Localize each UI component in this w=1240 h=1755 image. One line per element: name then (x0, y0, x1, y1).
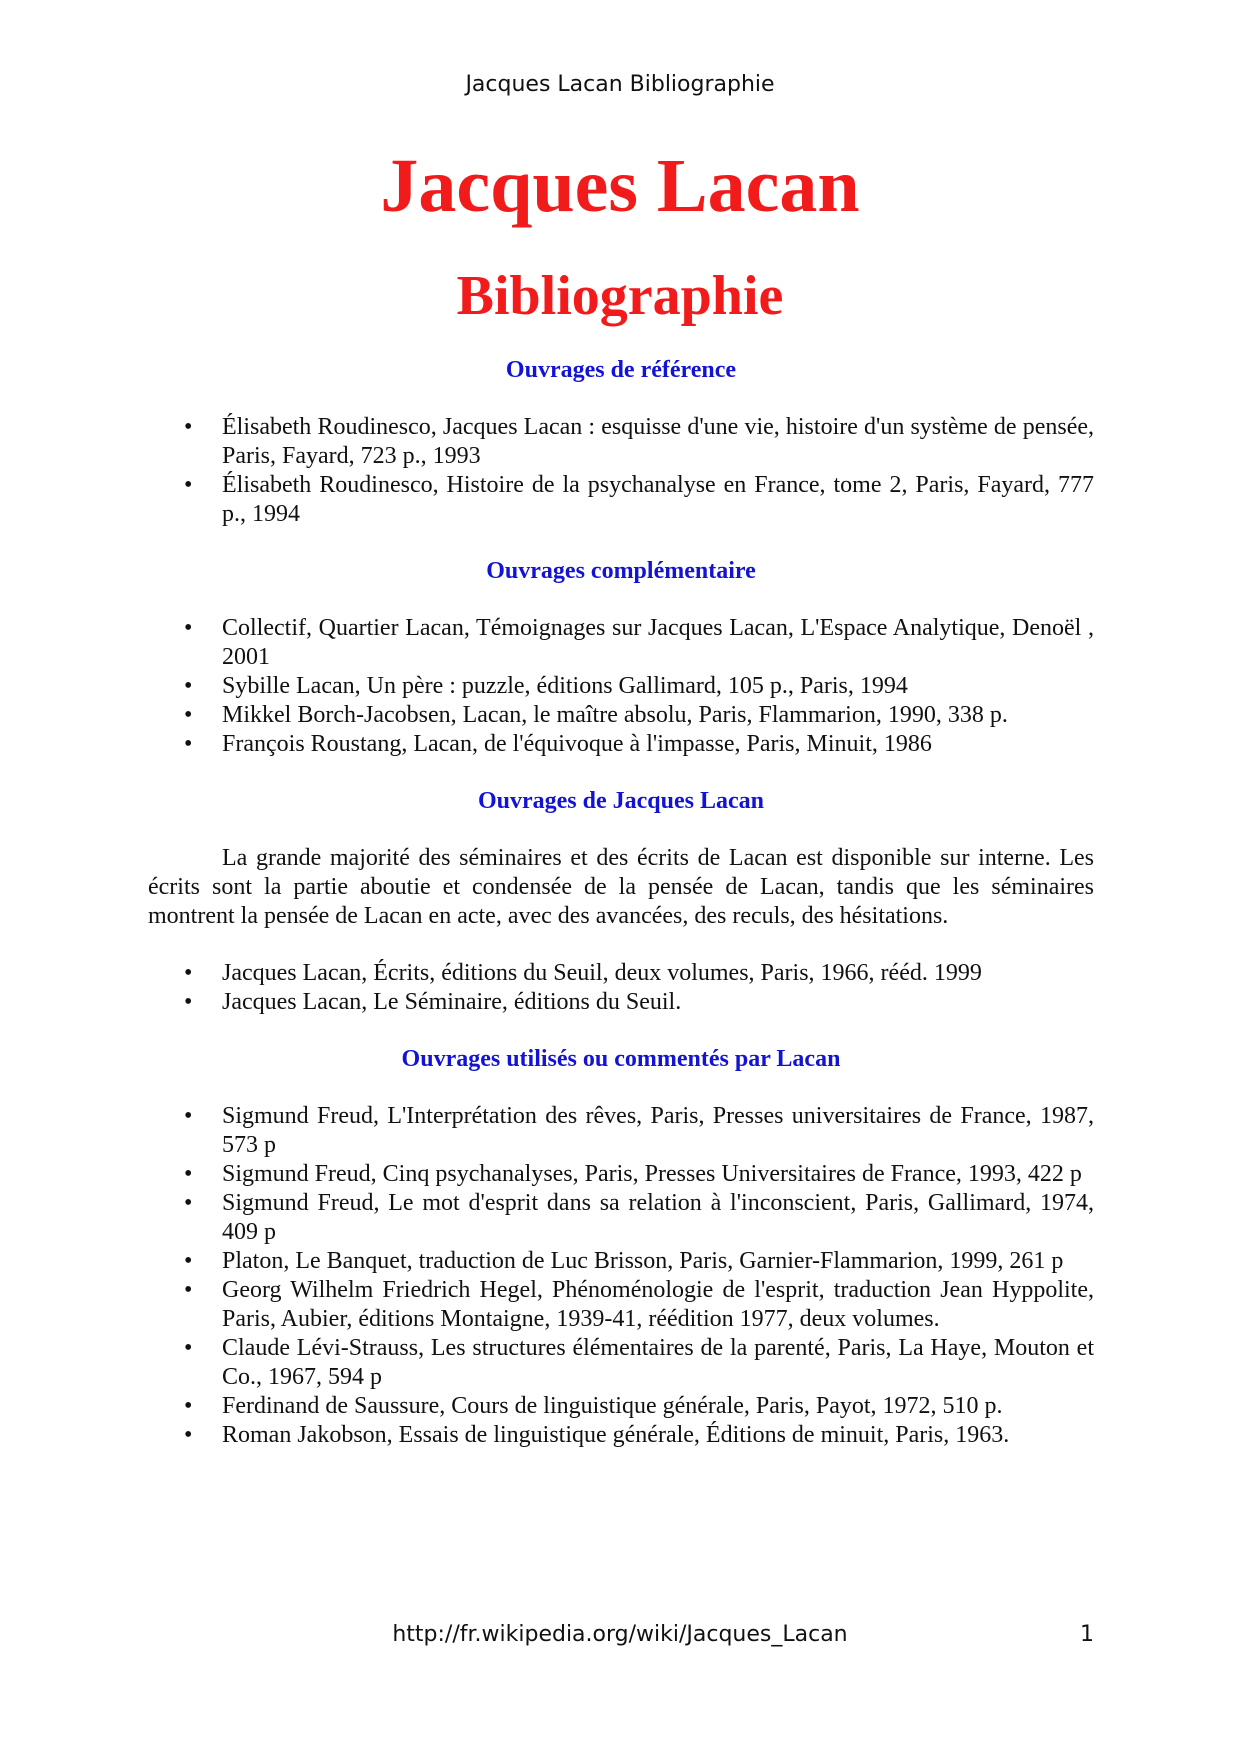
page-title: Jacques Lacan (380, 144, 860, 228)
bullet-icon: • (184, 1335, 193, 1361)
bullet-icon: • (184, 1277, 193, 1303)
section-complementary-works (148, 557, 1094, 759)
list-item-text: François Roustang, Lacan, de l'équivoque à l'impasse, Paris, Minuit, 1986 (222, 731, 932, 757)
bullet-icon: • (184, 1190, 193, 1216)
section-works-used-by-lacan (148, 1045, 1094, 1450)
list-item (148, 1334, 1094, 1392)
list-item (148, 1189, 1094, 1247)
section-reference-works (148, 356, 1094, 529)
section-lacan-works (148, 787, 1094, 1017)
list-item (148, 614, 1094, 672)
bullet-icon: • (184, 1103, 193, 1129)
list-item (148, 1247, 1094, 1276)
bibliography-list (148, 614, 1094, 759)
bullet-icon: • (184, 615, 193, 641)
bullet-icon: • (184, 1248, 193, 1274)
section-heading: Ouvrages complémentaire (486, 558, 756, 584)
list-item-text: Sigmund Freud, Cinq psychanalyses, Paris, Presses Universitaires de France, 1993, 422 p (222, 1161, 1082, 1187)
list-item-text: Jacques Lacan, Écrits, éditions du Seuil, deux volumes, Paris, 1966, rééd. 1999 (222, 960, 982, 986)
bullet-icon: • (184, 1422, 193, 1448)
list-item-text: Sybille Lacan, Un père : puzzle, éditions Gallimard, 105 p., Paris, 1994 (222, 673, 908, 699)
list-item (148, 730, 1094, 759)
list-item-text: Claude Lévi-Strauss, Les structures élémentaires de la parenté, Paris, La Haye, Mouton et Co., 1967, 594 p (222, 1335, 1094, 1390)
bibliography-list (148, 959, 1094, 1017)
list-item-text: Sigmund Freud, Le mot d'esprit dans sa relation à l'inconscient, Paris, Gallimard, 1974, 409 p (222, 1190, 1094, 1245)
list-item-text: Mikkel Borch-Jacobsen, Lacan, le maître absolu, Paris, Flammarion, 1990, 338 p. (222, 702, 1008, 728)
document-body (148, 356, 1094, 1478)
list-item (148, 988, 1094, 1017)
page-number: 1 (1080, 1622, 1094, 1647)
list-item (148, 701, 1094, 730)
page-subtitle: Bibliographie (456, 265, 784, 327)
section-heading: Ouvrages de Jacques Lacan (477, 788, 764, 814)
bullet-icon: • (184, 1393, 193, 1419)
bullet-icon: • (184, 673, 193, 699)
footer-url: http://fr.wikipedia.org/wiki/Jacques_Lacan (392, 1622, 848, 1647)
list-item (148, 1102, 1094, 1160)
bullet-icon: • (184, 472, 193, 498)
section-heading: Ouvrages de référence (505, 357, 737, 383)
list-item-text: Ferdinand de Saussure, Cours de linguistique générale, Paris, Payot, 1972, 510 p. (222, 1393, 1003, 1419)
section-heading: Ouvrages utilisés ou commentés par Lacan (401, 1046, 841, 1072)
bullet-icon: • (184, 414, 193, 440)
list-item (148, 413, 1094, 471)
bullet-icon: • (184, 989, 193, 1015)
list-item (148, 672, 1094, 701)
list-item-text: Collectif, Quartier Lacan, Témoignages sur Jacques Lacan, L'Espace Analytique, Denoël , 2001 (222, 615, 1094, 670)
bullet-icon: • (184, 960, 193, 986)
bibliography-list (148, 1102, 1094, 1450)
section-paragraph: La grande majorité des séminaires et des écrits de Lacan est disponible sur interne. Les écrits sont la partie aboutie et condensée de la pensée de Lacan, tandis que les séminaires montrent la pensée de Lacan en acte, avec des avancées, des reculs, des hésitations. (148, 845, 1094, 929)
running-header: Jacques Lacan Bibliographie (465, 72, 775, 97)
bullet-icon: • (184, 731, 193, 757)
list-item (148, 471, 1094, 529)
list-item-text: Georg Wilhelm Friedrich Hegel, Phénoménologie de l'esprit, traduction Jean Hyppolite, Paris, Aubier, éditions Montaigne, 1939-41, réédition 1977, deux volumes. (222, 1277, 1094, 1332)
list-item (148, 959, 1094, 988)
bullet-icon: • (184, 1161, 193, 1187)
list-item-text: Élisabeth Roudinesco, Histoire de la psychanalyse en France, tome 2, Paris, Fayard, 777 p., 1994 (222, 472, 1094, 527)
bullet-icon: • (184, 702, 193, 728)
list-item (148, 1276, 1094, 1334)
bibliography-list (148, 413, 1094, 529)
list-item (148, 1160, 1094, 1189)
list-item (148, 1421, 1094, 1450)
list-item-text: Platon, Le Banquet, traduction de Luc Brisson, Paris, Garnier-Flammarion, 1999, 261 p (222, 1248, 1064, 1274)
list-item-text: Élisabeth Roudinesco, Jacques Lacan : esquisse d'une vie, histoire d'un système de pensée, Paris, Fayard, 723 p., 1993 (222, 414, 1094, 469)
list-item (148, 1392, 1094, 1421)
list-item-text: Sigmund Freud, L'Interprétation des rêves, Paris, Presses universitaires de France, 1987, 573 p (222, 1103, 1094, 1158)
list-item-text: Jacques Lacan, Le Séminaire, éditions du Seuil. (222, 989, 682, 1015)
list-item-text: Roman Jakobson, Essais de linguistique générale, Éditions de minuit, Paris, 1963. (222, 1422, 1010, 1448)
